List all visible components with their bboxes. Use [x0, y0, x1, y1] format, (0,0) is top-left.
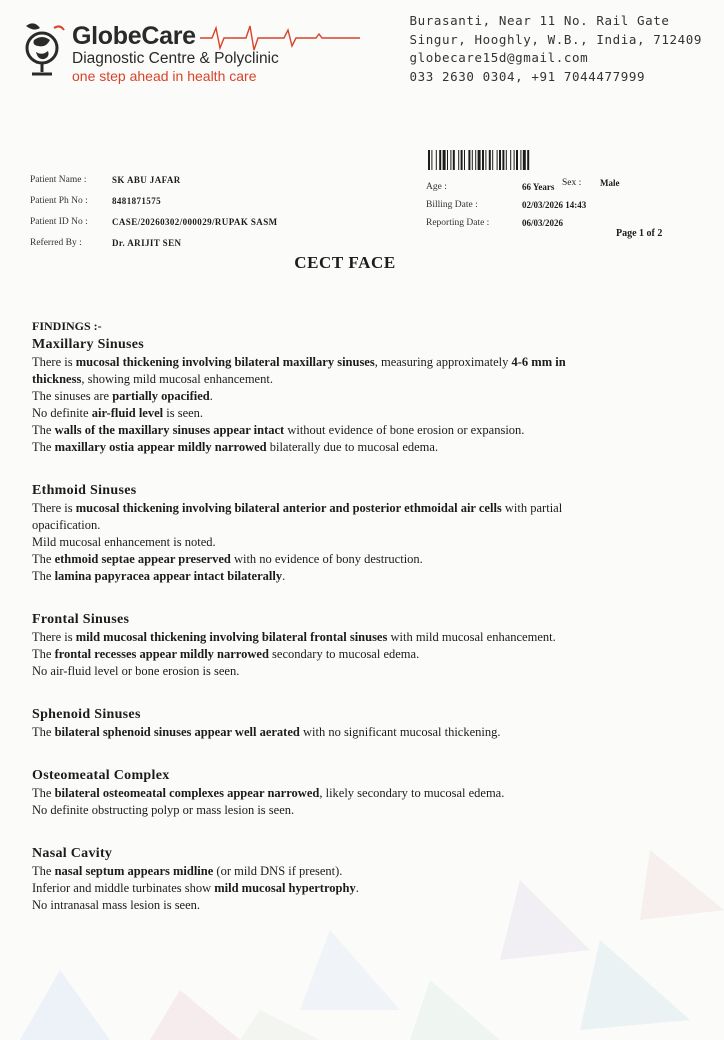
- finding-text: The: [32, 552, 55, 566]
- section-heading: Osteomeatal Complex: [32, 768, 170, 783]
- finding-text: No intranasal mass lesion is seen.: [32, 898, 201, 912]
- finding-text: Mild mucosal enhancement is noted.: [32, 535, 216, 549]
- reporting-date-label: Reporting Date :: [426, 218, 490, 228]
- finding-line: [32, 371, 687, 388]
- finding-text: secondary to mucosal edema.: [268, 647, 420, 661]
- finding-text-bold: mild mucosal thickening involving bilateral frontal sinuses: [75, 630, 388, 644]
- finding-text-bold: bilateral osteomeatal complexes appear narrowed: [54, 786, 320, 800]
- finding-text-bold: mucosal thickening involving bilateral anterior and posterior ethmoidal air cells: [75, 501, 502, 515]
- clinic-address: [409, 12, 702, 86]
- patient-name-label: Patient Name :: [30, 175, 87, 185]
- finding-line: [32, 439, 687, 456]
- barcode-icon: [428, 150, 614, 170]
- finding-text: , showing mild mucosal enhancement.: [81, 372, 273, 386]
- patient-id-label: Patient ID No :: [30, 217, 88, 227]
- section-heading: Frontal Sinuses: [32, 612, 130, 627]
- address-phone: 033 2630 0304, +91 7044477999: [409, 68, 646, 84]
- findings-heading: FINDINGS :-: [32, 319, 102, 333]
- finding-section: [32, 611, 687, 680]
- finding-text-bold: air-fluid level: [91, 406, 164, 420]
- finding-line: [32, 724, 687, 741]
- finding-text: is seen.: [163, 406, 204, 420]
- finding-text: No definite: [32, 406, 92, 420]
- section-heading: Sphenoid Sinuses: [32, 707, 141, 722]
- finding-text-bold: mild mucosal hypertrophy: [214, 881, 356, 895]
- brand-tagline: one step ahead in health care: [72, 68, 257, 84]
- patient-phone-label: Patient Ph No :: [30, 196, 88, 206]
- address-line-1: Burasanti, Near 11 No. Rail Gate: [409, 13, 670, 28]
- referred-by-label: Referred By :: [30, 238, 82, 248]
- finding-text: bilaterally due to mucosal edema.: [266, 440, 439, 454]
- finding-text: .: [209, 389, 213, 403]
- section-heading: Maxillary Sinuses: [32, 337, 145, 352]
- finding-text: There is: [32, 630, 76, 644]
- finding-text: with no evidence of bony destruction.: [230, 552, 423, 566]
- finding-text-bold: bilateral sphenoid sinuses appear well aerated: [54, 725, 300, 739]
- finding-line: [32, 785, 687, 802]
- finding-text-bold: frontal recesses appear mildly narrowed: [54, 647, 269, 661]
- sex-value: Male: [600, 178, 620, 188]
- report-title: CECT FACE: [294, 253, 396, 272]
- finding-text: , measuring approximately: [374, 355, 512, 369]
- finding-text: .: [282, 569, 286, 583]
- finding-text: with mild mucosal enhancement.: [387, 630, 556, 644]
- finding-section: [32, 706, 687, 741]
- finding-text: (or mild DNS if present).: [213, 864, 343, 878]
- finding-line: [32, 802, 687, 819]
- finding-text-bold: partially opacified: [112, 389, 210, 403]
- finding-text: No air-fluid level or bone erosion is seen.: [32, 664, 240, 678]
- finding-text: The sinuses are: [32, 389, 113, 403]
- finding-text: There is: [32, 355, 76, 369]
- finding-text-bold: 4-6 mm in: [511, 355, 566, 369]
- finding-line: [32, 354, 687, 371]
- finding-section: [32, 336, 687, 456]
- finding-text-bold: mucosal thickening involving bilateral maxillary sinuses: [75, 355, 375, 369]
- finding-text: opacification.: [32, 518, 101, 532]
- finding-line: [32, 405, 687, 422]
- finding-line: [32, 568, 687, 585]
- finding-line: [32, 388, 687, 405]
- finding-text: , likely secondary to mucosal edema.: [319, 786, 505, 800]
- finding-text: The: [32, 725, 55, 739]
- finding-line: [32, 517, 687, 534]
- finding-section: [32, 845, 687, 914]
- finding-text-bold: nasal septum appears midline: [54, 864, 214, 878]
- sex-label: Sex :: [562, 178, 582, 188]
- brand-subtitle: Diagnostic Centre & Polyclinic: [72, 50, 279, 67]
- billing-date: 02/03/2026 14:43: [522, 200, 587, 210]
- globe-logo-icon: [20, 18, 68, 84]
- finding-section: [32, 482, 687, 585]
- section-heading: Nasal Cavity: [32, 846, 113, 861]
- finding-line: [32, 863, 687, 880]
- referred-by: Dr. ARIJIT SEN: [112, 238, 182, 248]
- finding-line: [32, 551, 687, 568]
- ecg-line-icon: [200, 22, 360, 52]
- section-heading: Ethmoid Sinuses: [32, 483, 137, 498]
- finding-text: .: [355, 881, 359, 895]
- patient-id: CASE/20260302/000029/RUPAK SASM: [112, 217, 278, 227]
- finding-text: The: [32, 786, 55, 800]
- age-label: Age :: [426, 182, 447, 192]
- finding-text: Inferior and middle turbinates show: [32, 881, 215, 895]
- page-number: Page 1 of 2: [616, 228, 663, 239]
- finding-line: [32, 422, 687, 439]
- finding-line: [32, 880, 687, 897]
- finding-line: [32, 663, 687, 680]
- finding-text-bold: ethmoid septae appear preserved: [54, 552, 231, 566]
- finding-text-bold: thickness: [32, 372, 82, 386]
- address-email: globecare15d@gmail.com: [409, 50, 589, 65]
- finding-text: with no significant mucosal thickening.: [299, 725, 501, 739]
- finding-line: [32, 646, 687, 663]
- address-line-2: Singur, Hooghly, W.B., India, 712409: [409, 31, 702, 47]
- finding-line: [32, 534, 687, 551]
- finding-line: [32, 897, 687, 914]
- patient-name: SK ABU JAFAR: [112, 175, 181, 185]
- finding-text: The: [32, 864, 55, 878]
- findings: [32, 318, 687, 940]
- brand-name: GlobeCare: [72, 22, 196, 50]
- finding-section: [32, 767, 687, 819]
- patient-info: [30, 170, 278, 254]
- finding-text: There is: [32, 501, 76, 515]
- finding-text: with partial: [501, 501, 563, 515]
- finding-text: The: [32, 569, 55, 583]
- patient-phone: 8481871575: [112, 196, 161, 206]
- finding-text-bold: lamina papyracea appear intact bilaterally: [54, 569, 283, 583]
- finding-text-bold: maxillary ostia appear mildly narrowed: [54, 440, 267, 454]
- billing-date-label: Billing Date :: [426, 200, 478, 210]
- finding-line: [32, 629, 687, 646]
- finding-text: The: [32, 440, 55, 454]
- age-value: 66 Years: [522, 182, 555, 192]
- finding-text: without evidence of bone erosion or expansion.: [284, 423, 525, 437]
- finding-text: No definite obstructing polyp or mass lesion is seen.: [32, 803, 295, 817]
- finding-line: [32, 500, 687, 517]
- finding-text: The: [32, 423, 55, 437]
- reporting-date: 06/03/2026: [522, 218, 564, 228]
- finding-text: The: [32, 647, 55, 661]
- brand-block: [72, 22, 279, 84]
- finding-text-bold: walls of the maxillary sinuses appear intact: [54, 423, 285, 437]
